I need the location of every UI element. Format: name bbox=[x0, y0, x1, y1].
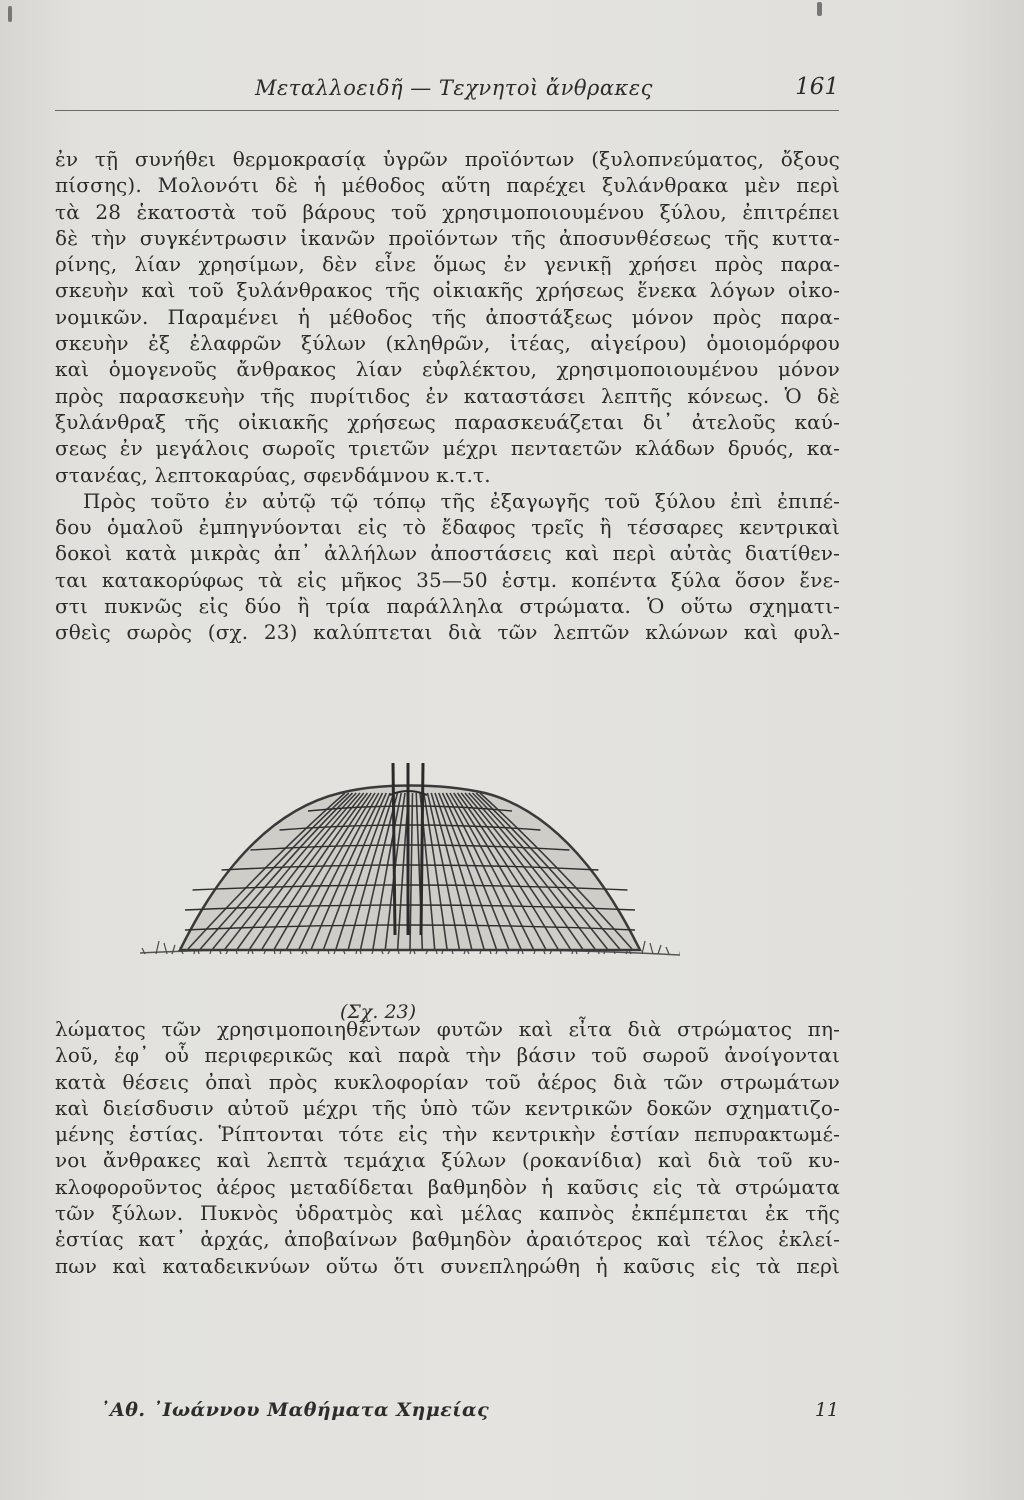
text-line: τῶν ξύλων. Πυκνὸς ὑδρατμὸς καὶ μέλας καπνὸς ἐκπέμπεται ἐκ τῆς bbox=[55, 1201, 840, 1226]
text-line: δὲ τὴν συγκέντρωσιν ἱκανῶν προϊόντων τῆς ἀποσυνθέσεως τῆς κυττα- bbox=[55, 225, 840, 250]
scan-speck bbox=[817, 2, 822, 16]
charcoal-kiln-illustration bbox=[140, 735, 680, 975]
figure-caption: (Σχ. 23) bbox=[340, 1001, 417, 1023]
text-line: τὰ 28 ἑκατοστὰ τοῦ βάρους τοῦ χρησιμοποιουμένου ξύλου, ἐπιτρέπει bbox=[55, 199, 840, 224]
running-title: Μεταλλοειδῆ — Τεχνητοὶ ἄνθρακες bbox=[255, 76, 653, 100]
text-line: κλοφοροῦντος ἀέρος μεταδίδεται βαθμηδὸν ἡ καῦσις εἰς τὰ στρώματα bbox=[55, 1174, 840, 1199]
grass-tuft bbox=[650, 943, 653, 954]
footer-imprint: ᾿Αθ. ᾿Ιωάννου Μαθήματα Χημείας bbox=[100, 1399, 490, 1421]
text-line: νομικῶν. Παραμένει ἡ μέθοδος τῆς ἀποστάξεως μόνον πρὸς παρα- bbox=[55, 304, 840, 329]
text-line: σθεὶς σωρὸς (σχ. 23) καλύπτεται διὰ τῶν λεπτῶν κλώνων καὶ φυλ- bbox=[55, 620, 840, 645]
footer-signature-mark: 11 bbox=[814, 1399, 839, 1421]
text-line: Πρὸς τοῦτο ἐν αὐτῷ τῷ τόπῳ τῆς ἐξαγωγῆς τοῦ ξύλου ἐπὶ ἐπιπέ- bbox=[83, 488, 840, 513]
body-text-bottom bbox=[55, 1016, 840, 1279]
text-line: καὶ ὁμογενοῦς ἄνθρακος λίαν εὐφλέκτου, χρησιμοποιουμένου μόνον bbox=[55, 357, 840, 382]
grass-tuft bbox=[666, 947, 669, 954]
text-line: σκευὴν ἐξ ἐλαφρῶν ξύλων (κληθρῶν, ἰτέας, αἰγείρου) ὁμοιομόρφου bbox=[55, 331, 840, 356]
text-line: δου ὁμαλοῦ ἐμπηγνύονται εἰς τὸ ἔδαφος τρεῖς ἢ τέσσαρες κεντρικαὶ bbox=[55, 515, 840, 540]
text-line: ρίνης, λίαν χρησίμων, δὲν εἶνε ὅμως ἐν γενικῇ χρήσει πρὸς παρα- bbox=[55, 252, 840, 277]
central-pole bbox=[421, 763, 423, 935]
text-line: λώματος τῶν χρησιμοποιηθέντων φυτῶν καὶ εἶτα διὰ στρώματος πη- bbox=[55, 1017, 840, 1041]
text-line: στανέας, λεπτοκαρύας, σφενδάμνου κ.τ.τ. bbox=[55, 462, 491, 487]
text-line: σκευὴν καὶ τοῦ ξυλάνθρακος τῆς οἰκιακῆς χρήσεως ἕνεκα λόγων οἰκο- bbox=[55, 278, 840, 303]
text-line: πίσσης). Μολονότι δὲ ἡ μέθοδος αὕτη παρέχει ξυλάνθρακα μὲν περὶ bbox=[55, 173, 840, 198]
text-line: καὶ διείσδυσιν αὐτοῦ μέχρι τῆς ὑπὸ τῶν κεντρικῶν δοκῶν σχηματιζο- bbox=[55, 1095, 840, 1120]
text-line: νοι ἄνθρακες καὶ λεπτὰ τεμάχια ξύλων (ροκανίδια) καὶ διὰ τοῦ κυ- bbox=[55, 1148, 840, 1173]
text-line: σεως ἐν μεγάλοις σωροῖς τριετῶν μέχρι πενταετῶν κλάδων δρυός, κα- bbox=[55, 436, 840, 461]
text-line: ἑστίας κατ᾿ ἀρχάς, ἀποβαίνων βαθμηδὸν ἀραιότερος καὶ τέλος ἐκλεί- bbox=[55, 1227, 840, 1252]
text-line: κατὰ θέσεις ὀπαὶ πρὸς κυκλοφορίαν τοῦ ἀέρος διὰ τῶν στρωμάτων bbox=[55, 1069, 840, 1094]
grass-tuft bbox=[172, 945, 175, 954]
text-line: λοῦ, ἐφ᾿ οὗ περιφερικῶς καὶ παρὰ τὴν βάσιν τοῦ σωροῦ ἀνοίγονται bbox=[55, 1043, 840, 1068]
body-text-top bbox=[55, 146, 840, 646]
kiln-drawing bbox=[140, 735, 680, 975]
text-line: πων καὶ καταδεικνύων οὕτω ὅτι συνεπληρώθη ἡ καῦσις εἰς τὰ περὶ bbox=[55, 1253, 840, 1278]
text-line: πρὸς παρασκευὴν τῆς πυρίτιδος ἐν καταστάσει λεπτῆς κόνεως. Ὁ δὲ bbox=[55, 383, 840, 408]
central-pole bbox=[393, 763, 395, 935]
running-header bbox=[55, 76, 839, 111]
text-line: στι πυκνῶς εἰς δύο ἢ τρία παράλληλα στρώματα. Ὁ οὕτω σχηματι- bbox=[55, 594, 840, 619]
grass-tuft bbox=[642, 941, 645, 954]
text-line: ξυλάνθραξ τῆς οἰκιακῆς χρήσεως παρασκευάζεται δι᾿ ἀτελοῦς καύ- bbox=[55, 409, 840, 434]
text-line: δοκοὶ κατὰ μικρὰς ἀπ᾿ ἀλλήλων ἀποστάσεις καὶ περὶ αὐτὰς διατίθεν- bbox=[55, 541, 840, 566]
grass-tuft bbox=[658, 945, 661, 954]
text-line: ται κατακορύφως τὰ εἰς μῆκος 35—50 ἑστμ. κοπέντα ξύλα ὅσον ἔνε- bbox=[55, 567, 840, 592]
text-line: ἐν τῇ συνήθει θερμοκρασίᾳ ὑγρῶν προϊόντων (ξυλοπνεύματος, ὄξους bbox=[55, 147, 840, 171]
page-number: 161 bbox=[795, 74, 839, 100]
scan-speck bbox=[8, 6, 12, 22]
text-line: μένης ἑστίας. Ῥίπτονται τότε εἰς τὴν κεντρικὴν ἑστίαν πεπυρακτωμέ- bbox=[55, 1122, 840, 1147]
